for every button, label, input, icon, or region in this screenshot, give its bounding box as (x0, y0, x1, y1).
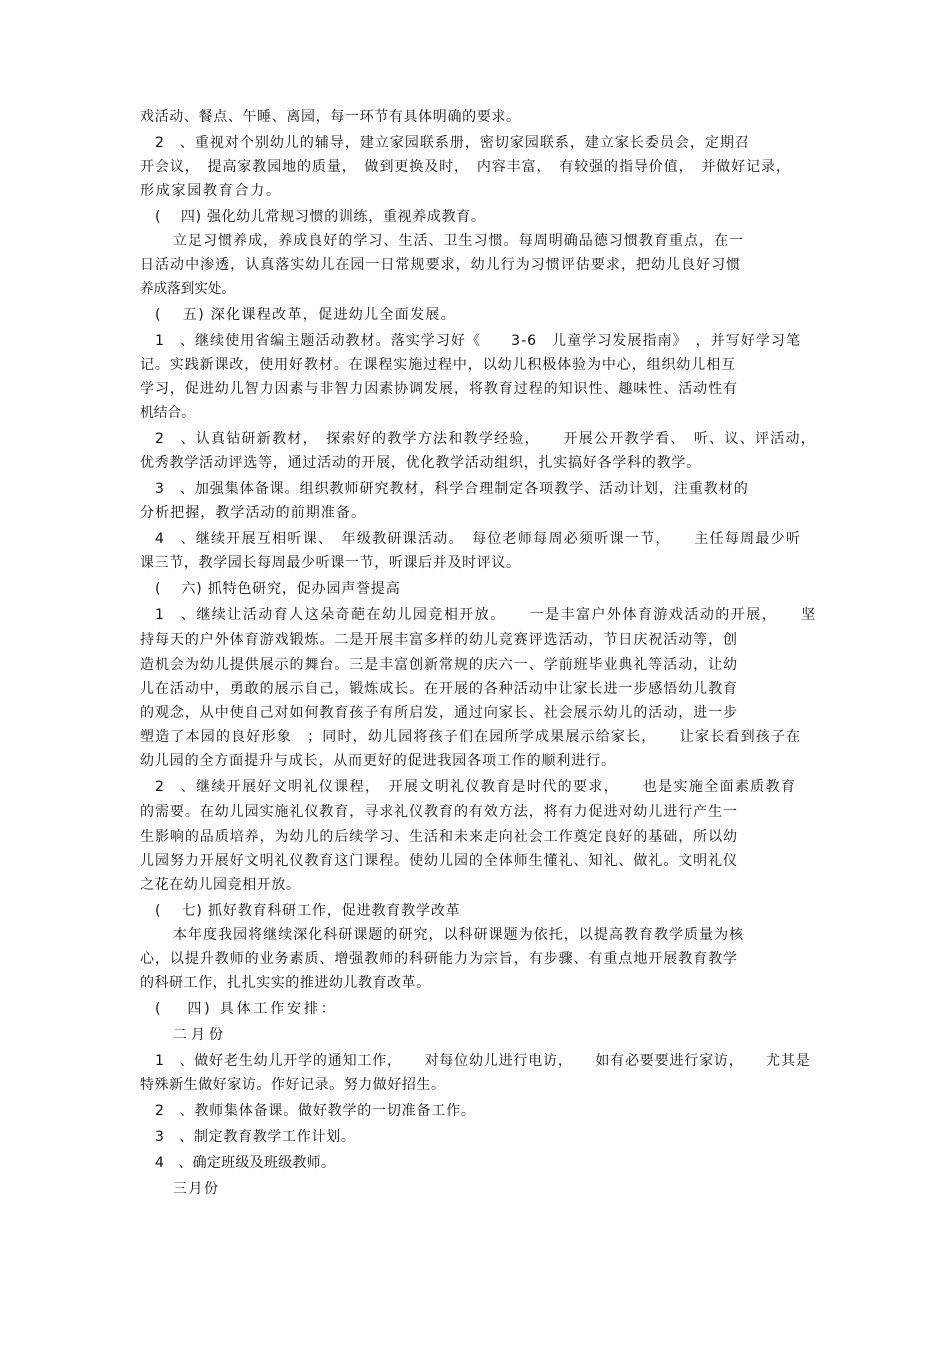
text-line: 幼儿园的全方面提升与成长，从而更好的促进我园各项工作的顺利进行。 (140, 753, 616, 769)
text-line: 2 、继续开展好文明礼仪课程， 开展文明礼仪教育是时代的要求， 也是实施全面素质教育 (155, 779, 797, 795)
text-line: 塑造了本园的良好形象 ；同时，幼儿园将孩子们在园所学成果展示给家长， 让家长看到孩子在 (140, 729, 802, 745)
text-line: 三月份 (173, 1181, 220, 1197)
text-line: 机结合。 (140, 405, 195, 421)
text-line: 二月份 (173, 1027, 227, 1043)
text-line: 特殊新生做好家访。作好记录。努力做好招生。 (140, 1077, 446, 1093)
text-line: 2 、教师集体备课。做好教学的一切准备工作。 (155, 1103, 476, 1119)
text-line: 课三节，教学园长每周最少听课一节，听课后并及时评议。 (140, 555, 521, 571)
text-line: 之花在幼儿园竞相开放。 (140, 877, 301, 893)
text-line: 的科研工作，扎扎实实的推进幼儿教育改革。 (140, 975, 431, 991)
text-line: 养成落到实处。 (140, 281, 235, 297)
text-line: 生影响的品质培养，为幼儿的后续学习、生活和未来走向社会工作奠定良好的基础，所以幼 (140, 829, 738, 845)
text-line: 的需要。在幼儿园实施礼仪教育，寻求礼仪教育的有效方法，将有力促进对幼儿进行产生一 (140, 804, 738, 820)
text-line: 优秀教学活动评选等，通过活动的开展，优化教学活动组织，扎实搞好各学科的教学。 (140, 455, 701, 471)
text-line: 形成家园教育合力。 (140, 183, 282, 199)
text-line: 2 、重视对个别幼儿的辅导，建立家园联系册，密切家园联系，建立家长委员会，定期召 (155, 135, 750, 151)
text-line: 3 、制定教育教学工作计划。 (155, 1129, 356, 1145)
text-line: ( 四) 具体工作安排： (155, 1001, 338, 1017)
text-line: 4 、继续开展互相听课、 年级教研课活动。 每位老师每周必须听课一节， 主任每周最少听 (155, 531, 802, 547)
text-line: 3 、加强集体备课。组织教师研究教材，科学合理制定各项教学、活动计划，注重教材的 (155, 481, 749, 497)
text-line: 本年度我园将继续深化科研课题的研究，以科研课题为依托，以提高教育教学质量为核 (173, 927, 745, 943)
text-line: 的观念，从中使自己对如何教育孩子有所启发，通过向家长、社会展示幼儿的活动，进一步 (140, 705, 738, 721)
text-line: 1 、继续使用省编主题活动教材。落实学习好《 3-6 儿童学习发展指南》 ，并写好学习笔 (155, 333, 802, 349)
text-line: 4 、确定班级及班级教师。 (155, 1155, 336, 1171)
text-line: 1 、继续让活动育人这朵奇葩在幼儿园竞相开放。 一是丰富户外体育游戏活动的开展， 坚 (155, 607, 817, 623)
text-line: 心，以提升教师的业务素质、增强教师的科研能力为宗旨，有步骤、有重点地开展教育教学 (140, 951, 738, 967)
text-line: 记。实践新课改，使用好教材。在课程实施过程中，以幼儿积极体验为中心，组织幼儿相互 (140, 357, 736, 373)
text-line: 2 、认真钻研新教材， 探索好的教学方法和教学经验， 开展公开教学看、 听、议、评活动， (155, 431, 817, 447)
text-line: 日活动中渗透，认真落实幼儿在园一日常规要求，幼儿行为习惯评估要求，把幼儿良好习惯 (140, 257, 742, 273)
text-line: 学习，促进幼儿智力因素与非智力因素协调发展，将教育过程的知识性、趣味性、活动性有 (140, 381, 738, 397)
text-line: ( 五) 深化课程改革，促进幼儿全面发展。 (155, 307, 457, 323)
text-line: ( 七) 抓好教育科研工作，促进教育教学改革 (155, 903, 461, 919)
text-line: 儿园努力开展好文明礼仪教育这门课程。使幼儿园的全体师生懂礼、知礼、做礼。文明礼仪 (140, 853, 738, 869)
text-line: 造机会为幼儿提供展示的舞台。三是丰富创新常规的庆六一、学前班毕业典礼等活动，让幼 (140, 657, 738, 673)
text-line: 立足习惯养成，养成良好的学习、生活、卫生习惯。每周明确品德习惯教育重点，在一 (173, 233, 745, 249)
text-line: ( 六) 抓特色研究，促办园声誉提高 (155, 581, 401, 597)
text-line: 分析把握，教学活动的前期准备。 (140, 505, 367, 521)
text-line: ( 四) 强化幼儿常规习惯的训练，重视养成教育。 (155, 209, 486, 225)
text-line: 持每天的户外体育游戏锻炼。二是开展丰富多样的幼儿竞赛评选活动，节日庆祝活动等，创 (140, 632, 738, 648)
text-line: 1 、做好老生幼儿开学的通知工作， 对每位幼儿进行电访， 如有必要要进行家访， 尤其是 (155, 1053, 811, 1069)
text-line: 戏活动、餐点、午睡、离园，每一环节有具体明确的要求。 (140, 109, 521, 125)
text-line: 开会议， 提高家教园地的质量， 做到更换及时， 内容丰富， 有较强的指导价值， 并做好记录， (140, 159, 791, 175)
text-line: 儿在活动中，勇敢的展示自己，锻炼成长。在开展的各种活动中让家长进一步感悟幼儿教育 (140, 681, 738, 697)
